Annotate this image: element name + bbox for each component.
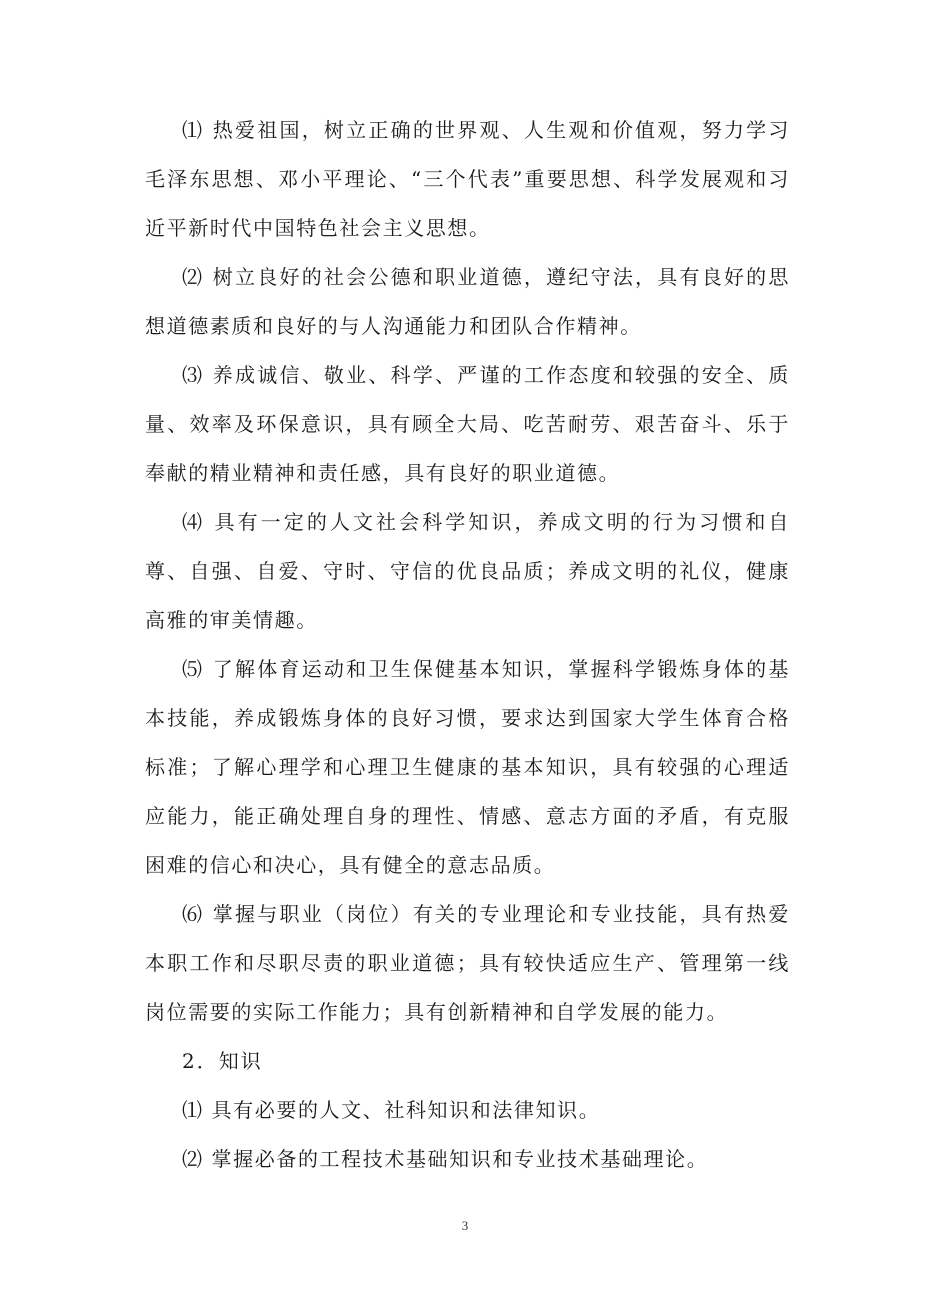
paragraph-6: ⑹ 掌握与职业（岗位）有关的专业理论和专业技能，具有热爱本职工作和尽职尽责的职业道德；具有较快适应生产、管理第一线岗位需要的实际工作能力；具有创新精神和自学发展的能力。 [145, 902, 790, 1024]
paragraph-4: ⑷ 具有一定的人文社会科学知识，养成文明的行为习惯和自尊、自强、自爱、守时、守信的优良品质；养成文明的礼仪，健康高雅的审美情趣。 [145, 510, 790, 632]
paragraph-1: ⑴ 热爱祖国，树立正确的世界观、人生观和价值观，努力学习毛泽东思想、邓小平理论、“三个代表”重要思想、科学发展观和习近平新时代中国特色社会主义思想。 [145, 118, 790, 240]
paragraph-5: ⑸ 了解体育运动和卫生保健基本知识，掌握科学锻炼身体的基本技能，养成锻炼身体的良好习惯，要求达到国家大学生体育合格标准；了解心理学和心理卫生健康的基本知识，具有较强的心理适应能力，能正确处理自身的理性、情感、意志方面的矛盾，有克服困难的信心和决心，具有健全的意志品质。 [145, 657, 790, 877]
paragraph-2: ⑵ 树立良好的社会公德和职业道德，遵纪守法，具有良好的思想道德素质和良好的与人沟通能力和团队合作精神。 [145, 265, 790, 338]
paragraph-7: ⑴ 具有必要的人文、社科知识和法律知识。 [182, 1098, 601, 1122]
page-body [145, 106, 790, 1184]
paragraph-3: ⑶ 养成诚信、敬业、科学、严谨的工作态度和较强的安全、质量、效率及环保意识，具有顾全大局、吃苦耐劳、艰苦奋斗、乐于奉献的精业精神和责任感，具有良好的职业道德。 [145, 363, 790, 485]
page-number: 3 [461, 1218, 469, 1233]
section-heading-knowledge: 2．知识 [182, 1049, 263, 1073]
paragraph-8: ⑵ 掌握必备的工程技术基础知识和专业技术基础理论。 [182, 1147, 709, 1171]
